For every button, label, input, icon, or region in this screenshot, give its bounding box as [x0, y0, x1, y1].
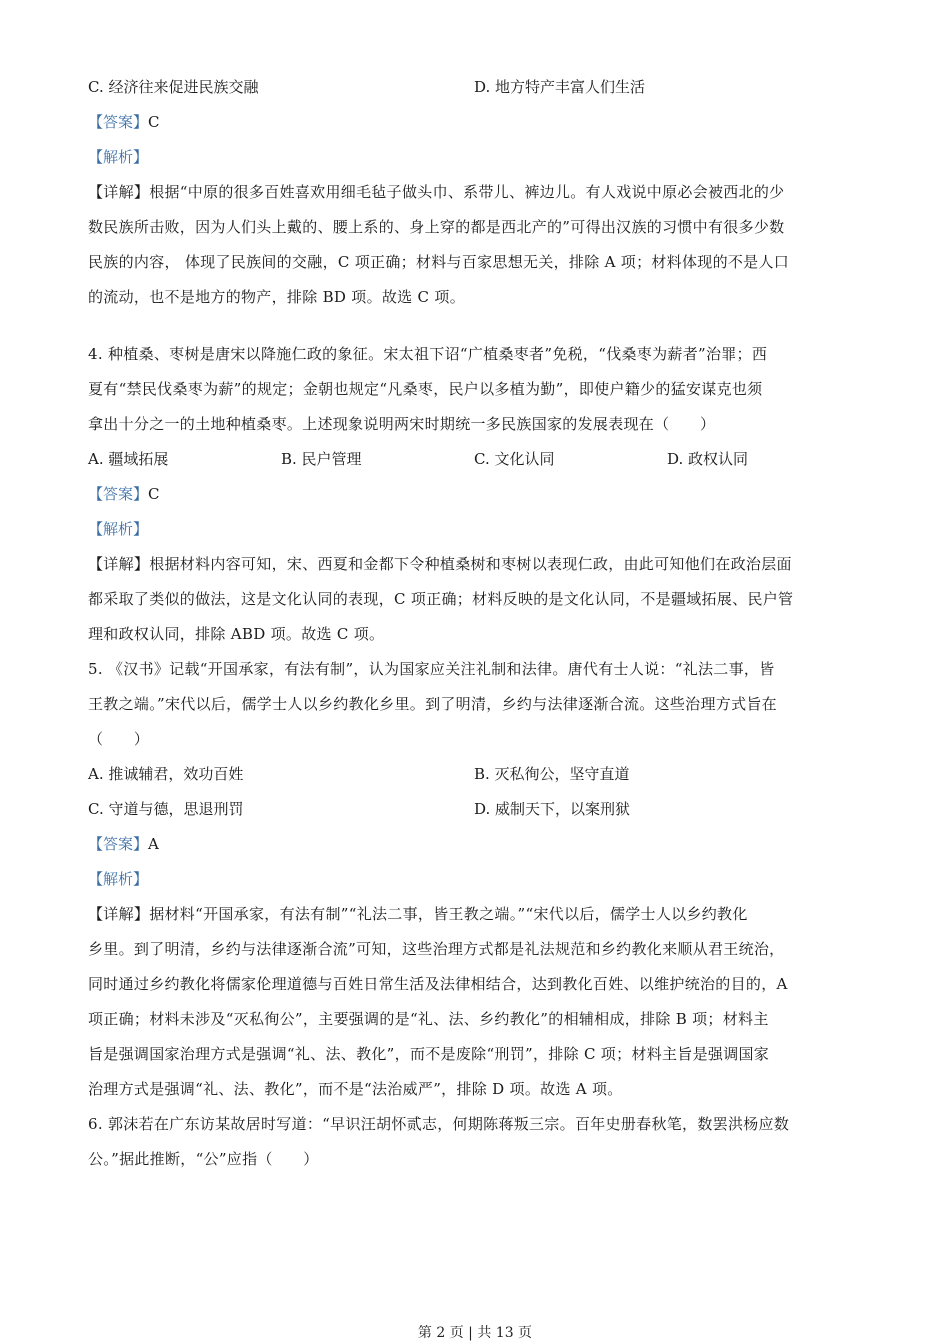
- q5-answer: [88, 827, 860, 862]
- q5-option-a: A. 推诚辅君，效功百姓: [88, 765, 244, 783]
- q5-option-d: D. 威制天下，以案刑狱: [474, 800, 631, 818]
- page-footer: 第 2 页 | 共 13 页: [417, 1325, 533, 1341]
- detail-line: 根据材料内容可知，宋、西夏和金都下令种植桑树和枣树以表现仁政，由此可知他们在政治层面: [149, 555, 792, 573]
- q5-option-b: B. 灭私徇公，坚守直道: [474, 765, 630, 783]
- detail-line: 旨是强调国家治理方式是强调“礼、法、教化”，而不是废除“刑罚”，排除 C 项；材料主旨是强调国家: [88, 1045, 770, 1063]
- document-body: [88, 70, 860, 1177]
- q4-stem: [88, 337, 860, 442]
- q3-detail: [88, 175, 860, 315]
- answer-tag: 【答案】: [88, 113, 149, 131]
- stem-line: 拿出十分之一的土地种植桑枣。上述现象说明两宋时期统一多民族国家的发展表现在（ ）: [88, 415, 716, 433]
- stem-line: 王教之端。”宋代以后，儒学士人以乡约教化乡里。到了明清，乡约与法律逐渐合流。这些治理方式旨在: [88, 695, 777, 713]
- answer-value: C: [148, 113, 160, 131]
- q4-detail: [88, 547, 860, 652]
- detail-line: 根据“中原的很多百姓喜欢用细毛毡子做头巾、系带儿、裤边儿。有人戏说中原必会被西北的少: [149, 183, 785, 201]
- detail-line: 项正确；材料未涉及“灭私徇公”，主要强调的是“礼、法、乡约教化”的相辅相成，排除 B 项；材料主: [88, 1010, 769, 1028]
- detail-tag: 【详解】: [88, 555, 150, 573]
- answer-value: C: [148, 485, 160, 503]
- q6-stem: [88, 1107, 860, 1177]
- q5-options-cd: [88, 792, 860, 827]
- detail-tag: 【详解】: [88, 905, 150, 923]
- stem-line: 4. 种植桑、枣树是唐宋以降施仁政的象征。宋太祖下诏“广植桑枣者”免税，“伐桑枣为薪者”治罪；西: [88, 345, 768, 363]
- q4-option-b: B. 民户管理: [281, 450, 362, 468]
- answer-tag: 【答案】: [88, 485, 149, 503]
- detail-line: 民族的内容， 体现了民族间的交融，C 项正确；材料与百家思想无关，排除 A 项；材料体现的不是人口: [88, 253, 790, 271]
- q3-answer: [88, 105, 860, 140]
- detail-line: 数民族所击败，因为人们头上戴的、腰上系的、身上穿的都是西北产的”可得出汉族的习惯中有很多少数: [88, 218, 785, 236]
- answer-value: A: [148, 835, 159, 853]
- q3-option-c: C. 经济往来促进民族交融: [88, 78, 259, 96]
- answer-tag: 【答案】: [88, 835, 149, 853]
- q4-analysis-tag: 【解析】: [88, 520, 149, 538]
- detail-line: 同时通过乡约教化将儒家伦理道德与百姓日常生活及法律相结合，达到教化百姓、以维护统治的目的，A: [88, 975, 788, 993]
- q3-analysis-tag: 【解析】: [88, 148, 149, 166]
- detail-line: 乡里。到了明清，乡约与法律逐渐合流”可知，这些治理方式都是礼法规范和乡约教化来顺从君王统治，: [88, 940, 785, 958]
- detail-line: 都采取了类似的做法，这是文化认同的表现，C 项正确；材料反映的是文化认同，不是疆域拓展、民户管: [88, 590, 794, 608]
- q5-options-ab: [88, 757, 860, 792]
- detail-line: 的流动，也不是地方的物产，排除 BD 项。故选 C 项。: [88, 288, 466, 306]
- q4-options: [88, 442, 860, 477]
- detail-tag: 【详解】: [88, 183, 150, 201]
- stem-line: （ ）: [88, 730, 150, 748]
- q5-analysis-tag: 【解析】: [88, 870, 149, 888]
- q3-option-d: D. 地方特产丰富人们生活: [474, 78, 646, 96]
- q5-detail: [88, 897, 860, 1107]
- stem-line: 6. 郭沫若在广东访某故居时写道：“早识汪胡怀贰志，何期陈蒋叛三宗。百年史册春秋笔，数罢洪杨应数: [88, 1115, 790, 1133]
- q3-options-cd: [88, 70, 860, 105]
- detail-line: 治理方式是强调“礼、法、教化”，而不是“法治威严”，排除 D 项。故选 A 项。: [88, 1080, 623, 1098]
- q5-stem: [88, 652, 860, 757]
- stem-line: 5. 《汉书》记载“开国承家，有法有制”，认为国家应关注礼制和法律。唐代有士人说：“礼法二事，皆: [88, 660, 775, 678]
- q4-option-a: A. 疆域拓展: [88, 450, 169, 468]
- q4-option-d: D. 政权认同: [667, 450, 749, 468]
- q4-option-c: C. 文化认同: [474, 450, 555, 468]
- q5-option-c: C. 守道与德，思退刑罚: [88, 800, 244, 818]
- q4-answer: [88, 477, 860, 512]
- detail-line: 理和政权认同，排除 ABD 项。故选 C 项。: [88, 625, 385, 643]
- detail-line: 据材料“开国承家，有法有制”“礼法二事，皆王教之端。”“宋代以后，儒学士人以乡约教化: [149, 905, 748, 923]
- stem-line: 公。”据此推断，“公”应指（ ）: [88, 1150, 319, 1168]
- stem-line: 夏有“禁民伐桑枣为薪”的规定；金朝也规定“凡桑枣，民户以多植为勤”，即使户籍少的猛安谋克也须: [88, 380, 763, 398]
